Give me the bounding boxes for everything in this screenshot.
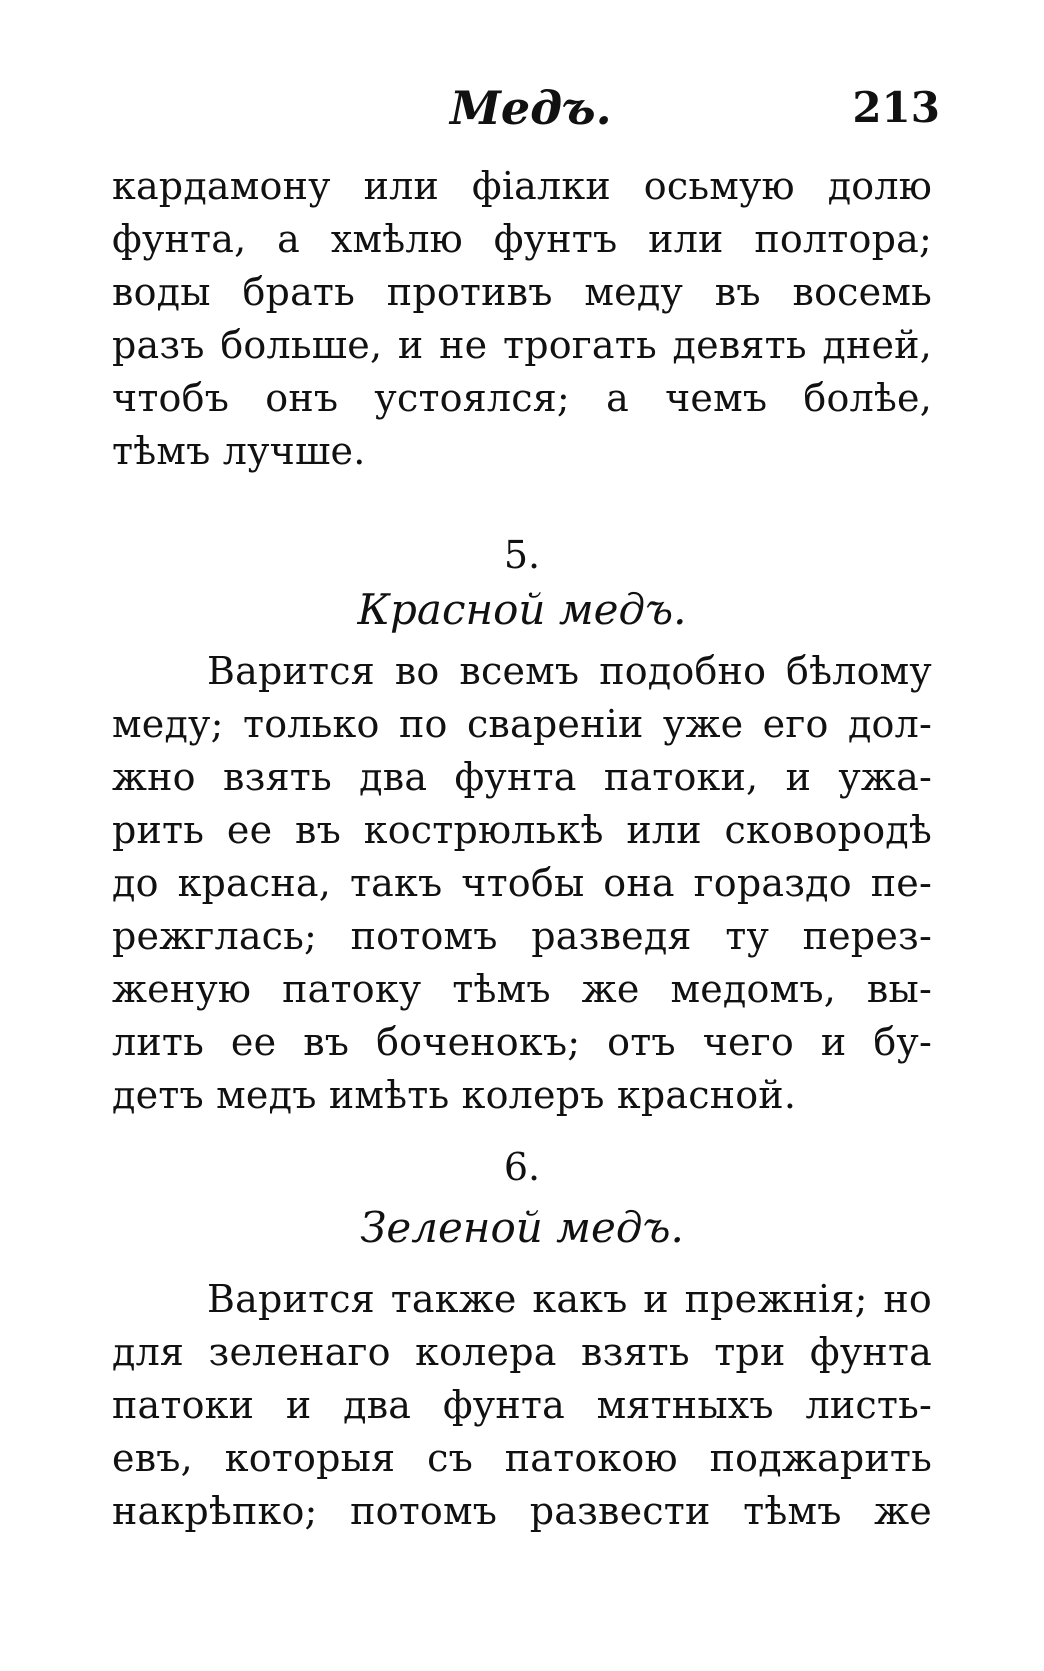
text-line: до красна, такъ чтобы она гораздо пе- bbox=[112, 861, 932, 905]
page-number: 213 bbox=[852, 83, 940, 132]
section-number-6: 6. bbox=[503, 1145, 541, 1189]
text-line: рить ее въ кострюлькѣ или сковородѣ bbox=[112, 808, 932, 852]
text-line: режглась; потомъ разведя ту перез- bbox=[112, 914, 932, 958]
section-title-6: Зеленой медъ. bbox=[360, 1203, 684, 1252]
text-line: Варится во всемъ подобно бѣлому bbox=[207, 649, 932, 693]
text-line: накрѣпко; потомъ развести тѣмъ же bbox=[112, 1489, 932, 1533]
text-line: кардамону или фіалки осьмую долю bbox=[112, 164, 932, 208]
text-line: женую патоку тѣмъ же медомъ, вы- bbox=[112, 967, 932, 1011]
running-head: Медъ. bbox=[450, 81, 612, 135]
text-line: меду; только по свареніи уже его дол- bbox=[112, 702, 932, 746]
section-number-5: 5. bbox=[503, 533, 541, 577]
text-line: чтобъ онъ устоялся; а чемъ болѣе, bbox=[112, 376, 932, 420]
section-title-5: Красной медъ. bbox=[357, 585, 687, 634]
text-line: фунта, а хмѣлю фунтъ или полтора; bbox=[112, 217, 932, 261]
text-line: патоки и два фунта мятныхъ листь- bbox=[112, 1383, 932, 1427]
text-line: лить ее въ боченокъ; отъ чего и бу- bbox=[112, 1020, 932, 1064]
text-line: воды брать противъ меду въ восемь bbox=[112, 270, 932, 314]
text-line: детъ медъ имѣть колеръ красной. bbox=[112, 1073, 797, 1117]
section-6-paragraph bbox=[112, 1273, 932, 1538]
text-line: жно взять два фунта патоки, и ужа- bbox=[112, 755, 932, 799]
text-line: для зеленаго колера взять три фунта bbox=[112, 1330, 932, 1374]
text-line: разъ больше, и не трогать девять дней, bbox=[112, 323, 932, 367]
page-header bbox=[110, 78, 940, 148]
text-line: Варится также какъ и прежнія; но bbox=[207, 1277, 932, 1321]
section-5-paragraph bbox=[112, 645, 932, 1122]
intro-paragraph bbox=[112, 160, 932, 478]
text-line: евъ, которыя съ патокою поджарить bbox=[112, 1436, 932, 1480]
text-line: тѣмъ лучше. bbox=[112, 429, 366, 473]
